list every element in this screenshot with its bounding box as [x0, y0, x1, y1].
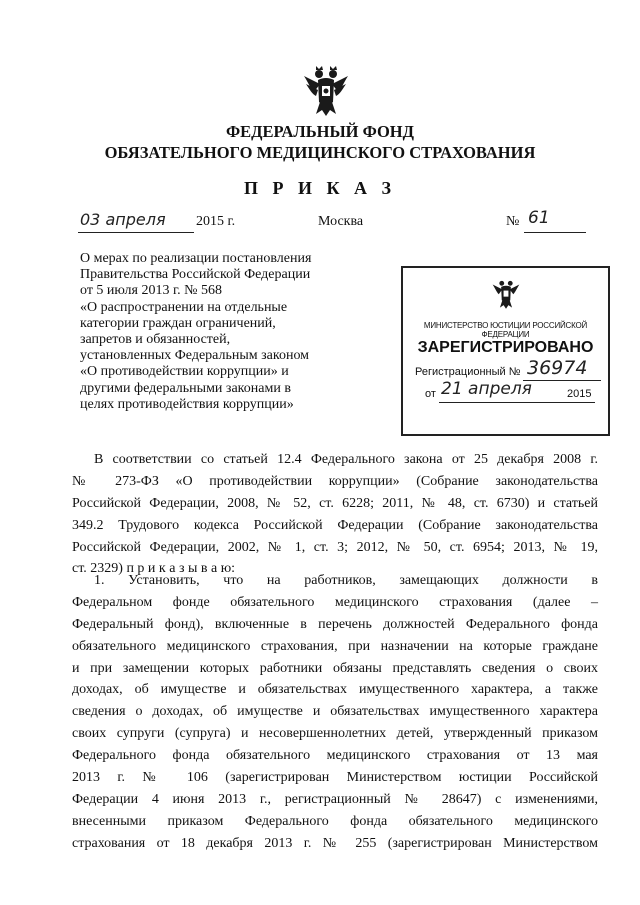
body-line: В соответствии со статьей 12.4 Федерального закона от 25 декабря 2008 г.: [94, 452, 598, 467]
number-underline: [524, 232, 586, 233]
stamp-ministry-name: МИНИСТЕРСТВО ЮСТИЦИИ РОССИЙСКОЙ ФЕДЕРАЦИИ: [423, 321, 588, 339]
body-line: своих супруги (супруга) и несовершеннолетних детей, утвержденный приказом: [72, 726, 598, 742]
body-line: Федеральном фонде обязательного медицинского страхования (далее –: [72, 594, 598, 610]
stamp-regnum-underline: [523, 380, 601, 381]
body-line: Федерации 4 июня 2013 г., регистрационный № 28647) с изменениями,: [72, 791, 598, 807]
stamp-year: 2015: [567, 388, 592, 400]
order-year: 2015 г.: [196, 214, 236, 229]
org-name-line1: ФЕДЕРАЛЬНЫЙ ФОНД: [225, 122, 414, 141]
stamp-coat-of-arms-icon: [491, 276, 521, 310]
body-line: Российской Федерации, 2008, № 52, ст. 6228; 2011, № 48, ст. 6730) и статьей: [72, 495, 598, 511]
subject-line: другими федеральными законами в: [80, 380, 291, 396]
order-number-handwritten: 61: [528, 208, 550, 228]
subject-line: целях противодействия коррупции»: [80, 396, 294, 412]
subject-line: категории граждан ограничений,: [80, 315, 276, 331]
stamp-from-label: от: [425, 388, 436, 400]
org-name-line2: ОБЯЗАТЕЛЬНОГО МЕДИЦИНСКОГО СТРАХОВАНИЯ: [104, 143, 536, 162]
date-underline: [78, 232, 194, 233]
body-line: и при замещении которых работники обязаны представлять сведения о своих: [72, 660, 598, 676]
subject-line: от 5 июля 2013 г. № 568: [80, 283, 222, 299]
body-line: страхования от 18 декабря 2013 г. № 255 (зарегистрирован Министерством: [72, 835, 598, 851]
body-line: Российской Федерации, 2002, № 1, ст. 3; 2012, № 50, ст. 6954; 2013, № 19,: [72, 539, 598, 555]
stamp-regnum-label: Регистрационный №: [415, 366, 521, 378]
body-line: внесенными приказом Федерального фонда обязательного медицинского: [72, 813, 598, 829]
body-line: № 273-ФЗ «О противодействии коррупции» (Собрание законодательства: [72, 473, 598, 489]
body-line: сведения о доходах, об имуществе и обязательствах имущественного характера: [72, 704, 598, 720]
stamp-regnum-handwritten: 36974: [527, 357, 588, 379]
subject-line: «О противодействии коррупции» и: [80, 364, 289, 380]
body-line: 349.2 Трудового кодекса Российской Федерации (Собрание законодательства: [72, 517, 598, 533]
subject-line: «О распространении на отдельные: [80, 299, 288, 315]
body-paragraph-2: [72, 570, 598, 855]
subject-line: установленных Федеральным законом: [80, 348, 310, 364]
subject-line: О мерах по реализации постановления: [80, 251, 312, 266]
subject-line: запретов и обязанностей,: [80, 332, 231, 348]
body-paragraph-1: [72, 449, 598, 580]
order-title: П Р И К А З: [243, 178, 397, 198]
order-subject: [80, 251, 320, 413]
registration-stamp: [401, 266, 610, 436]
body-line: Федеральный фонд), включенные в перечень должностей Федерального фонда: [72, 616, 598, 632]
coat-of-arms-icon: [302, 62, 350, 118]
stamp-registered-label: ЗАРЕГИСТРИРОВАНО: [417, 339, 594, 356]
stamp-date-underline: [439, 402, 595, 403]
order-date-handwritten: 03 апреля: [80, 210, 166, 229]
body-line: обязательного медицинского страхования, при назначении на которые граждане: [72, 638, 598, 654]
body-line: Федерального фонда обязательного медицинского страхования от 13 мая: [72, 748, 598, 764]
order-city: Москва: [318, 214, 364, 229]
subject-line: Правительства Российской Федерации: [80, 267, 311, 283]
stamp-date-handwritten: 21 апреля: [441, 379, 532, 399]
body-line: ст. 2329) п р и к а з ы в а ю:: [72, 561, 236, 577]
body-line: 2013 г. № 106 (зарегистрирован Министерством юстиции Российской: [72, 770, 598, 786]
body-line: 1. Установить, что на работников, замещающих должности в: [94, 573, 598, 588]
body-line: доходах, об имуществе и обязательствах имущественного характера, а также: [72, 682, 598, 698]
order-number-label: №: [506, 214, 520, 229]
